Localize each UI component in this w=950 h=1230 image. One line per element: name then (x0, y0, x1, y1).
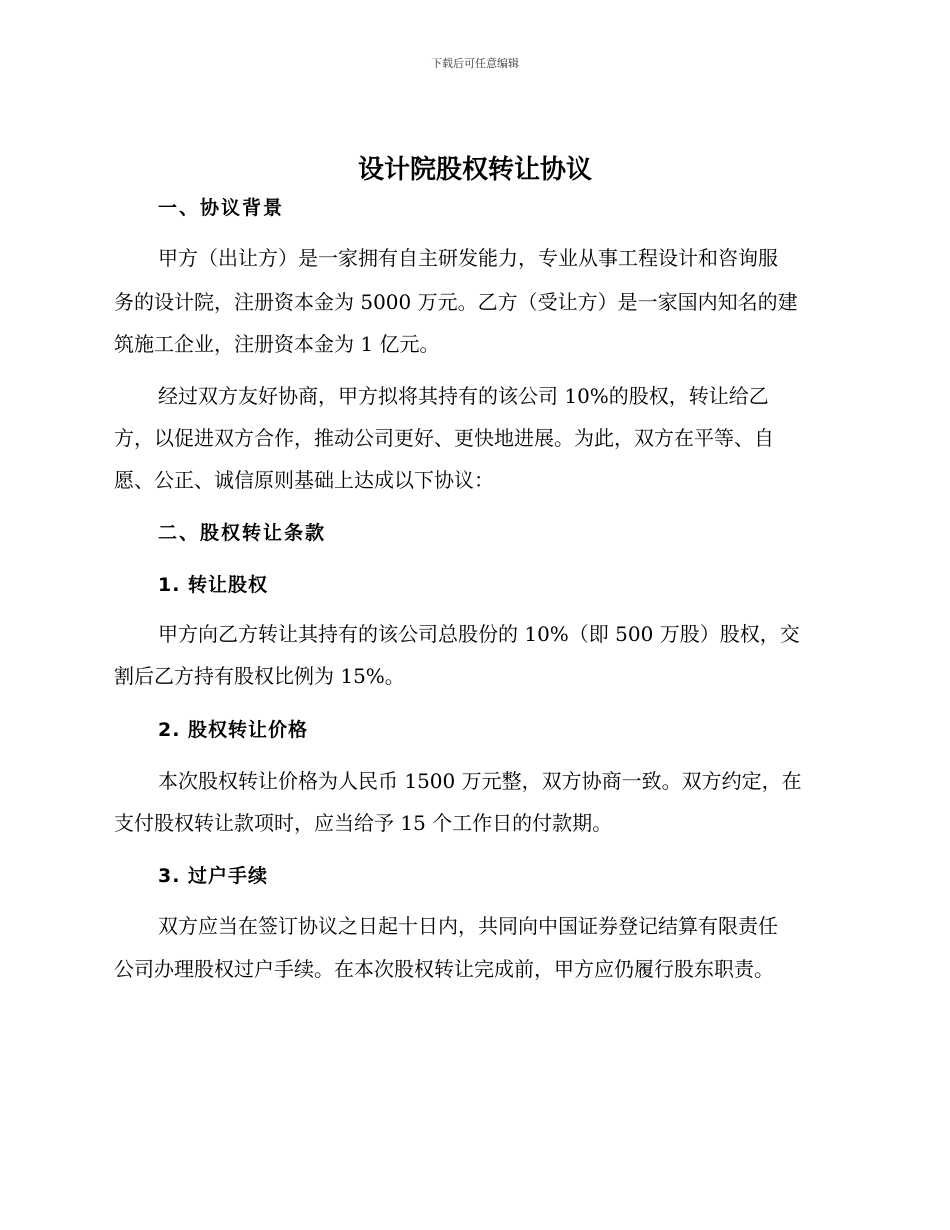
paragraph-line: 公司办理股权过户手续。在本次股权转让完成前，甲方应仍履行股东职责。 (114, 957, 774, 981)
paragraph-line: 本次股权转让价格为人民币 1500 万元整，双方协商一致。双方约定，在 (158, 769, 802, 793)
paragraph-line: 割后乙方持有股权比例为 15%。 (114, 664, 405, 688)
paragraph-line: 支付股权转让款项时，应当给予 15 个工作日的付款期。 (114, 811, 613, 835)
subheading-transfer: 1. 转让股权 (158, 574, 269, 596)
section-heading-background: 一、协议背景 (158, 197, 285, 219)
subheading-procedure: 3. 过户手续 (158, 865, 269, 887)
paragraph-line: 愿、公正、诚信原则基础上达成以下协议： (114, 468, 494, 492)
paragraph-line: 双方应当在签订协议之日起十日内，共同向中国证券登记结算有限责任 (158, 914, 778, 938)
document-title: 设计院股权转让协议 (357, 155, 592, 185)
section-heading-terms: 二、股权转让条款 (158, 522, 327, 544)
paragraph-line: 甲方向乙方转让其持有的该公司总股份的 10%（即 500 万股）股权，交 (158, 622, 800, 646)
paragraph-line: 务的设计院，注册资本金为 5000 万元。乙方（受让方）是一家国内知名的建 (114, 290, 798, 314)
paragraph-line: 甲方（出让方）是一家拥有自主研发能力，专业从事工程设计和咨询服 (158, 246, 778, 270)
paragraph-line: 经过双方友好协商，甲方拟将其持有的该公司 10%的股权，转让给乙 (158, 384, 769, 408)
paragraph-line: 方，以促进双方合作，推动公司更好、更快地进展。为此，双方在平等、自 (114, 426, 774, 450)
paragraph-line: 筑施工企业，注册资本金为 1 亿元。 (114, 332, 440, 356)
page-header-note: 下载后可任意编辑 (431, 57, 519, 70)
subheading-price: 2. 股权转让价格 (158, 719, 309, 741)
